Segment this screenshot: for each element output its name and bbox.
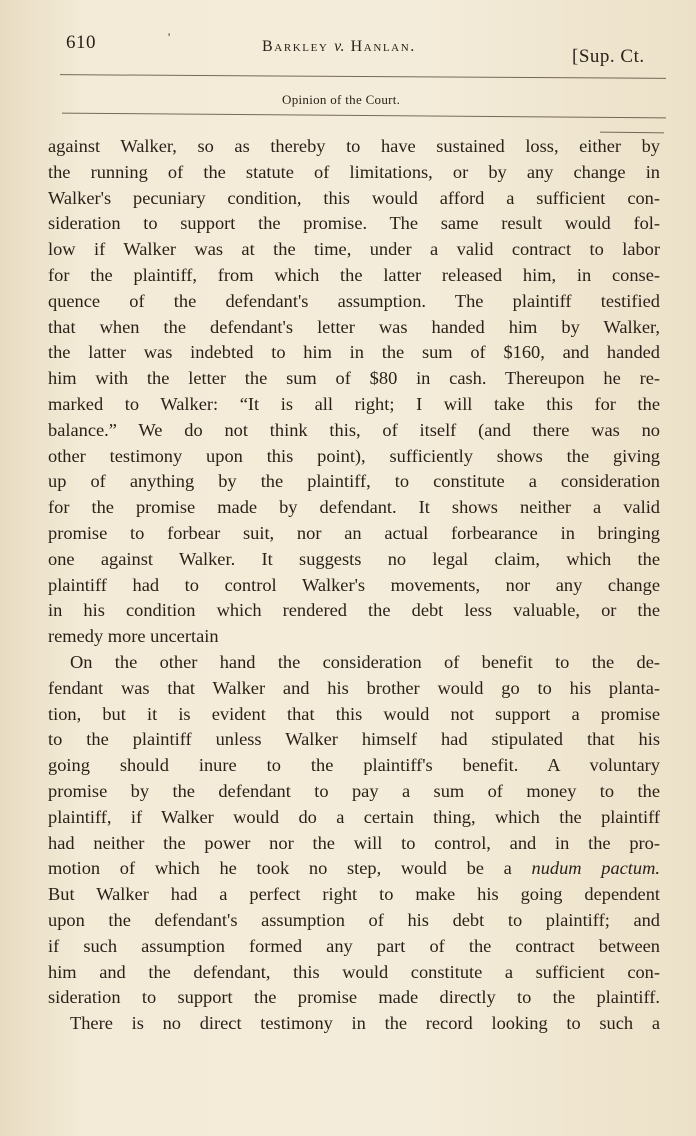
- text-line: upon the defendant's assumption of his debt to plaintiff; and: [48, 909, 660, 930]
- text-line: fendant was that Walker and his brother would go to his planta-: [48, 677, 660, 698]
- header-rule-bottom: [62, 113, 666, 119]
- running-header: [0, 28, 696, 68]
- text-line: him and the defendant, this would constitute a sufficient con-: [48, 961, 660, 982]
- text-line: sideration to support the promise made directly to the plaintiff.: [48, 987, 660, 1008]
- section-subtitle: Opinion of the Court.: [282, 92, 401, 107]
- text-line: quence of the defendant's assumption. The plaintiff testified: [48, 290, 660, 311]
- text-line: going should inure to the plaintiff's benefit. A voluntary: [48, 755, 660, 776]
- text-line: other testimony upon this point), sufficiently shows the giving: [48, 445, 660, 466]
- text-line: sideration to support the promise. The same result would fol-: [48, 213, 660, 234]
- text-line: up of anything by the plaintiff, to constitute a consideration: [48, 471, 660, 492]
- paragraph-start-line: There is no direct testimony in the record looking to such a: [70, 1013, 660, 1034]
- text-line: that when the defendant's letter was handed him by Walker,: [48, 316, 660, 337]
- text-line: for the plaintiff, from which the latter released him, in conse-: [48, 264, 660, 285]
- text-line: if such assumption formed any part of the contract between: [48, 935, 660, 956]
- text-line: promise to forbear suit, nor an actual forbearance in bringing: [48, 522, 660, 543]
- text-line: in his condition which rendered the debt less valuable, or the: [48, 600, 660, 621]
- text-line: had neither the power nor the will to control, and in the pro-: [48, 832, 660, 853]
- text-line: him with the letter the sum of $80 in cash. Thereupon he re-: [48, 368, 660, 389]
- text-line: against Walker, so as thereby to have sustained loss, either by: [48, 136, 660, 156]
- opinion-text: [48, 134, 660, 1037]
- text-line: the running of the statute of limitations, or by any change in: [48, 161, 660, 182]
- text-line: tion, but it is evident that this would not support a promise: [48, 703, 660, 724]
- text-line: marked to Walker: “It is all right; I will take this for the: [48, 393, 660, 414]
- text-line: plaintiff had to control Walker's movements, nor any change: [48, 574, 660, 595]
- text-line: balance.” We do not think this, of itself (and there was no: [48, 419, 660, 440]
- text-line: promise by the defendant to pay a sum of money to the: [48, 780, 660, 801]
- latin-term: nudum pactum.: [531, 858, 660, 879]
- case-title-plaintiff: Barkley: [262, 38, 329, 55]
- paragraph-start-line: On the other hand the consideration of benefit to the de-: [70, 651, 660, 672]
- text-line: the latter was indebted to him in the sum of $160, and handed: [48, 342, 660, 363]
- text-line: But Walker had a perfect right to make his going dependent: [48, 884, 660, 905]
- text-line: Walker's pecuniary condition, this would afford a sufficient con-: [48, 187, 660, 208]
- page-number: 610: [66, 32, 96, 53]
- print-mark: ': [168, 30, 171, 44]
- text-line: one against Walker. It suggests no legal claim, which the: [48, 548, 660, 569]
- text-line: plaintiff, if Walker would do a certain thing, which the plaintiff: [48, 806, 660, 827]
- text-line: for the promise made by defendant. It shows neither a valid: [48, 497, 660, 518]
- text-line: to the plaintiff unless Walker himself had stipulated that his: [48, 729, 660, 750]
- case-title-defendant: Hanlan.: [350, 38, 416, 55]
- text-line-with-latin: [48, 856, 660, 882]
- case-title-versus: v.: [334, 38, 346, 55]
- court-label: [Sup. Ct.: [572, 46, 645, 67]
- text-line-lead: motion of which he took no step, would be a: [48, 858, 512, 879]
- header-rule-top: [60, 74, 666, 79]
- paragraph-end-line: remedy more uncertain: [48, 626, 219, 647]
- text-line: low if Walker was at the time, under a valid contract to labor: [48, 239, 660, 260]
- case-title: [262, 38, 416, 56]
